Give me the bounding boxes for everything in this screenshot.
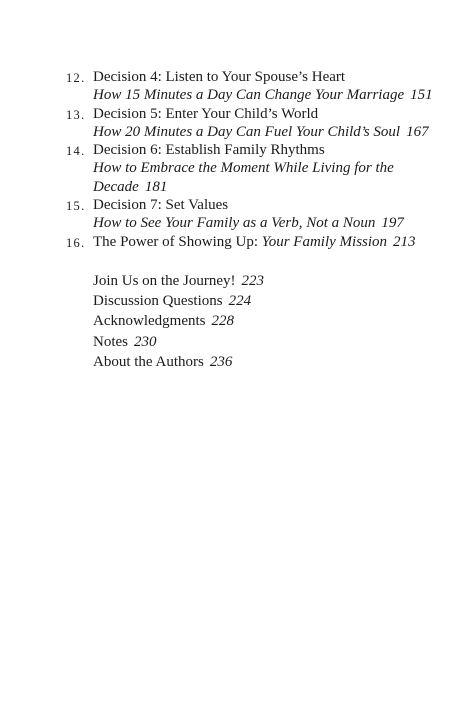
- page-number: 151: [410, 87, 433, 104]
- back-matter-item-notes: [93, 332, 264, 352]
- chapter-number: 12.: [66, 71, 86, 85]
- page-number: 228: [211, 313, 234, 330]
- back-matter-title: Acknowledgments: [93, 313, 206, 330]
- back-matter-item-acknowledgments: [93, 311, 264, 331]
- chapter-title: Decision 6: Establish Family Rhythms: [93, 142, 325, 159]
- page-number: 213: [393, 233, 416, 250]
- chapter-entry: [93, 141, 456, 196]
- chapter-entry: [93, 68, 456, 105]
- chapter-number: 13.: [66, 107, 86, 122]
- chapter-number: 16.: [66, 235, 86, 250]
- chapter-number: 14.: [66, 144, 86, 159]
- back-matter-item-discussion: [93, 291, 264, 311]
- chapter-title: Decision 5: Enter Your Child’s World: [93, 105, 319, 122]
- chapter-subtitle: How 15 Minutes a Day Can Change Your Marriage: [93, 87, 405, 104]
- page-number: 230: [134, 333, 157, 350]
- back-matter-item-journey: [93, 271, 264, 291]
- chapter-subtitle: How 20 Minutes a Day Can Fuel Your Child’s Soul: [93, 123, 401, 140]
- page-number: 223: [241, 273, 264, 289]
- chapter-subtitle-line-1: How to Embrace the Moment While Living for the: [93, 160, 394, 177]
- back-matter-item-authors: [93, 352, 264, 372]
- toc-chapter-16: [66, 233, 456, 252]
- table-of-contents: [66, 68, 456, 252]
- toc-chapter-15: [66, 196, 456, 233]
- back-matter-list: [93, 271, 264, 372]
- chapter-number: 15.: [66, 199, 86, 214]
- back-matter-title: About the Authors: [93, 353, 204, 370]
- chapter-title: The Power of Showing Up:: [93, 233, 258, 250]
- chapter-title: Decision 4: Listen to Your Spouse’s Heart: [93, 69, 346, 85]
- page-number: 224: [228, 293, 252, 310]
- chapter-entry: [93, 233, 456, 251]
- back-matter-title: Notes: [93, 333, 128, 350]
- toc-chapter-13: [66, 105, 456, 142]
- page-number: 181: [144, 178, 168, 195]
- toc-chapter-12: [66, 68, 456, 105]
- page-number: 167: [406, 123, 429, 140]
- page-number: 197: [381, 215, 404, 232]
- page-number: 236: [209, 353, 233, 370]
- chapter-title-italic: Your Family Mission: [261, 233, 388, 250]
- chapter-entry: [93, 196, 456, 233]
- chapter-title: Decision 7: Set Values: [93, 197, 229, 214]
- back-matter-title: Join Us on the Journey!: [93, 273, 236, 289]
- chapter-subtitle: How to See Your Family as a Verb, Not a Noun: [93, 215, 376, 232]
- back-matter-title: Discussion Questions: [93, 293, 223, 310]
- chapter-subtitle-line-2: Decade: [93, 178, 139, 195]
- chapter-entry: [93, 105, 456, 142]
- toc-chapter-14: [66, 141, 456, 196]
